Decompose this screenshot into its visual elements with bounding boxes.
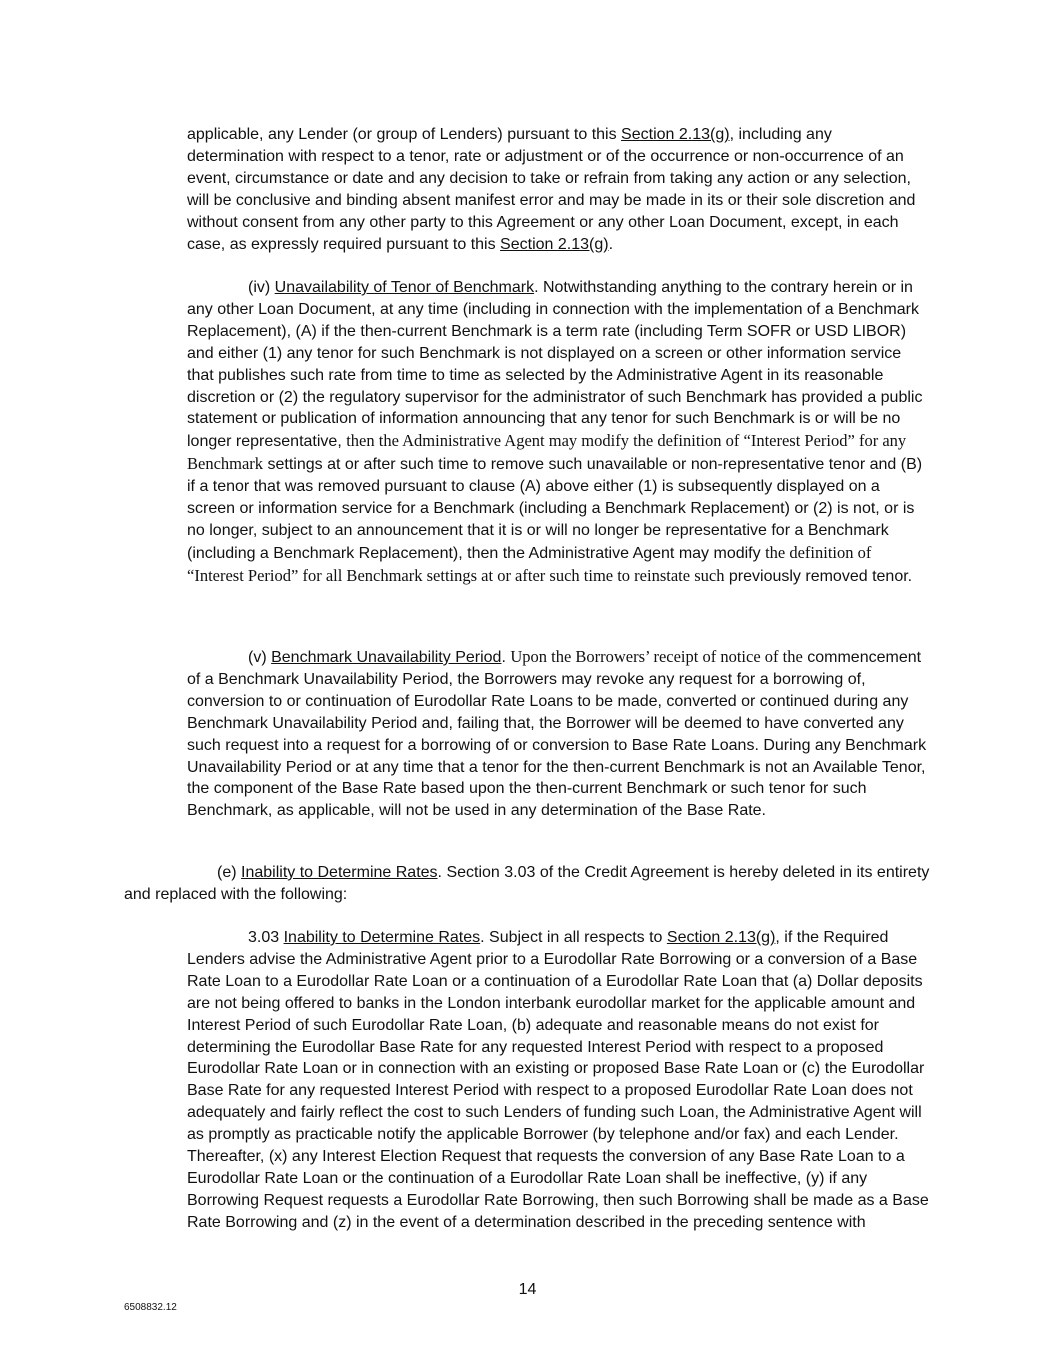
section-reference: Section 2.13(g) [500, 235, 609, 253]
paragraph-text: . Notwithstanding anything to the contrary herein or in any other Loan Document, at any time (including in connection with the implementation of a Benchmark Replacement), (A) if the then-current Benchmark is a term rate (including Term SOFR or USD LIBOR) and either (1) any tenor for such Benchmark is not displayed on a screen or other information service that publishes such rate from time to time as selected by the Administrative Agent in its reasonable discretion or (2) the regulatory supervisor for the administrator of such Benchmark has provided a public statement or publication of information announcing that any tenor for such Benchmark is or will be no longer representative, [187, 279, 923, 451]
paragraph-text: . Section 3.03 of the Credit Agreement is hereby deleted in its entirety and replaced with the following: [124, 864, 930, 903]
paragraph-text: previously removed tenor. [724, 567, 913, 585]
paragraph-text: commencement of a Benchmark Unavailability Period, the Borrowers may revoke any request for a borrowing of, conversion to or continuation of Eurodollar Rate Loans to be made, converted or continued during any Benchmark Unavailability Period and, failing that, the Borrower will be deemed to have converted any such request into a request for a borrowing of or conversion to Base Rate Loans. During any Benchmark Unavailability Period or at any time that a tenor for the then-current Benchmark is not an Available Tenor, the component of the Base Rate based upon the then-current Benchmark or such tenor for such Benchmark, as applicable, will not be used in any determination of the Base Rate. [187, 649, 927, 820]
paragraph-tenor-unavailability [187, 277, 932, 588]
clause-heading: Unavailability of Tenor of Benchmark [274, 279, 535, 296]
paragraph-benchmark-unavailability [187, 646, 932, 822]
clause-number: (v) [248, 649, 267, 666]
paragraph-text-serif: then the Administrative Agent may modify the definition of “Interest Period” for any Benchmark [187, 431, 907, 474]
paragraph-text: . [501, 649, 511, 666]
section-reference: Section 2.13(g) [621, 126, 730, 143]
paragraph-text: applicable, any Lender (or group of Lenders) pursuant to this [187, 126, 622, 143]
section-reference: Section 2.13(g) [666, 929, 776, 946]
paragraph-text-serif: the definition of “Interest Period” for all Benchmark settings at or after such time to reinstate such [187, 542, 872, 585]
paragraph-text: , if the Required Lenders advise the Administrative Agent prior to a Eurodollar Rate Borrowing or a conversion of a Base Rate Loan to a Eurodollar Rate Loan or a continuation of a Eurodollar Rate Loan that (a) Dollar deposits are not being offered to banks in the London interbank eurodollar market for the applicable amount and Interest Period of such Eurodollar Rate Loan, (b) adequate and reasonable means do not exist for determining the Eurodollar Base Rate for any requested Interest Period with respect to a proposed Eurodollar Rate Loan or in connection with an existing or proposed Base Rate Loan or (c) the Eurodollar Base Rate for any requested Interest Period with respect to a proposed Eurodollar Rate Loan does not adequately and fairly reflect the cost to such Lenders of funding such Loan, the Administrative Agent will as promptly as practicable notify the applicable Borrower (by telephone and/or fax) and each Lender. Thereafter, (x) any Interest Election Request that requests the conversion of any Base Rate Loan to a Eurodollar Rate Loan or the continuation of a Eurodollar Rate Loan shall be ineffective, (y) if any Borrowing Request requests a Eurodollar Rate Borrowing, then such Borrowing shall be made as a Base Rate Borrowing and (z) in the event of a determination described in the preceding sentence with [187, 929, 929, 1231]
paragraph-text: . [608, 235, 614, 253]
paragraph-section-3-03 [187, 927, 932, 1234]
paragraph-section-e [124, 862, 932, 906]
paragraph-text-serif: Upon the Borrowers’ receipt of notice of the [510, 647, 803, 666]
paragraph-text: . Subject in all respects to [480, 929, 667, 946]
paragraph-text: , including any determination with respect to a tenor, rate or adjustment or of the occurrence or non-occurrence of an event, circumstance or date and any decision to take or refrain from taking any action or any selection, will be conclusive and binding absent manifest error and may be made in its or their sole discretion and without consent from any other party to this Agreement or any other Loan Document, except, in each case, as expressly required pursuant to this [187, 126, 916, 253]
clause-number: (iv) [248, 279, 271, 296]
page-number: 14 [518, 1281, 537, 1298]
clause-number: (e) [217, 864, 237, 881]
paragraph-text: settings at or after such time to remove such unavailable or non-representative tenor and (B) if a tenor that was removed pursuant to clause (A) above either (1) is subsequently displayed on a screen or information service for a Benchmark (including a Benchmark Replacement) or (2) is not, or is no longer, subject to an announcement that it is or will no longer be representative for a Benchmark (including a Benchmark Replacement), then the Administrative Agent may modify [187, 456, 923, 562]
clause-heading: Benchmark Unavailability Period [271, 649, 502, 666]
clause-number: 3.03 [248, 929, 280, 946]
document-id: 6508832.12 [124, 1302, 177, 1313]
paragraph-continuation [187, 124, 932, 255]
clause-heading: Inability to Determine Rates [283, 929, 481, 946]
clause-heading: Inability to Determine Rates [241, 864, 438, 881]
